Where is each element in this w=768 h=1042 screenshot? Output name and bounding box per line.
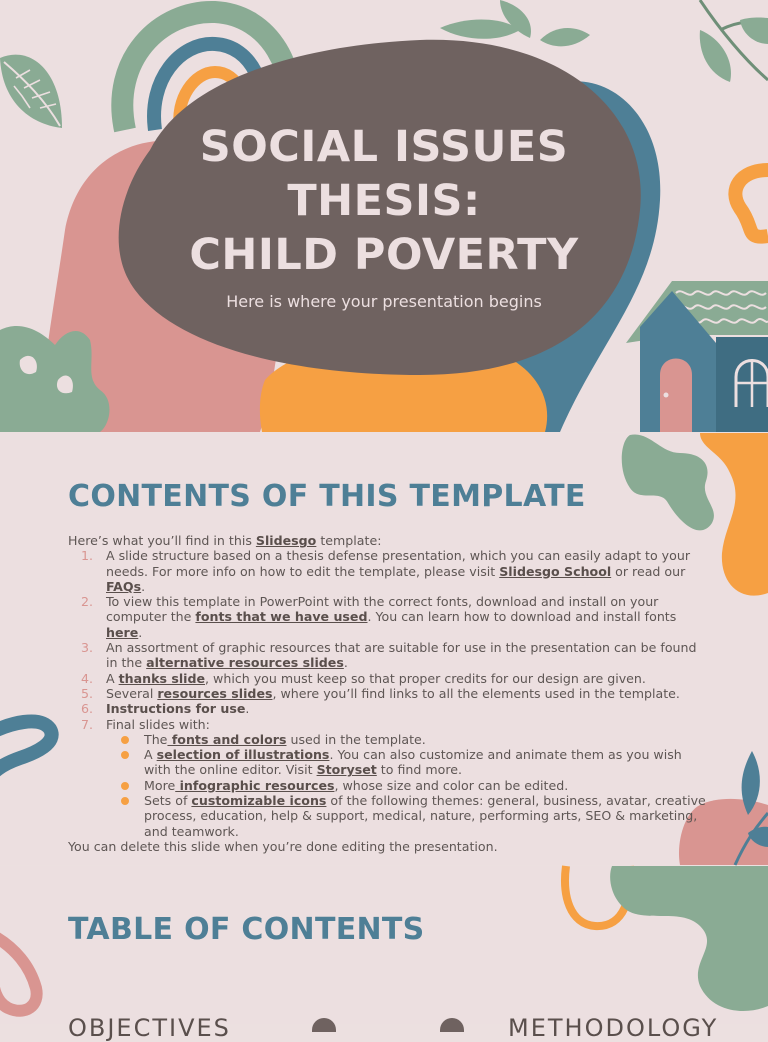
house-icon (620, 275, 768, 432)
slidesgo-link[interactable]: Slidesgo (255, 533, 317, 548)
presentation-subtitle: Here is where your presentation begins (226, 292, 542, 311)
sub-list-item: The fonts and colors used in the template. (68, 732, 708, 747)
leaf-icon (0, 55, 62, 128)
title-line: SOCIAL ISSUES (199, 122, 569, 172)
fonts-colors-link[interactable]: fonts and colors (167, 731, 287, 747)
sub-list-item: More infographic resources, whose size and color can be edited. (68, 778, 708, 793)
sub-list-item: Sets of customizable icons of the following themes: general, business, avatar, creative process, education, help & support, medical, nature, performing arts, SEO & marketing, and teamwork. (68, 793, 708, 839)
fonts-used-link[interactable]: fonts that we have used (195, 609, 368, 625)
bullet-icon (121, 797, 129, 805)
illustrations-link[interactable]: selection of illustrations (156, 747, 330, 763)
sub-list-item: A selection of illustrations. You can also customize and animate them as you wish with the online editor. Visit Storyset to find more. (68, 747, 708, 778)
customizable-icons-link[interactable]: customizable icons (191, 793, 327, 809)
intro-text: Here’s what you’ll find in this Slidesgo template: (68, 533, 382, 548)
list-item: 6. Instructions for use. (81, 701, 250, 717)
bullet-icon (121, 736, 129, 744)
list-item: 7. Final slides with: The fonts and colors used in the template. A selection of illustrations. You can also customize and animate them as you wish with the online editor. Visit Storyset to find more. More infographic resources, whose size and color can be edited. Sets of customizable icons of the following themes: general, business, avatar, creative process, education, help & support, medical, nature, performing arts, SEO & marketing, and teamwork. (68, 717, 708, 839)
list-item: 5. Several resources slides, where you’ll find links to all the elements used in the template. (81, 685, 680, 701)
toc-item-objectives: OBJECTIVES (68, 1014, 231, 1042)
install-fonts-link[interactable]: here (106, 624, 139, 640)
infographic-resources-link[interactable]: infographic resources (175, 777, 335, 793)
final-slides-list (68, 732, 708, 839)
resources-slides-link[interactable]: resources slides (157, 685, 273, 701)
list-item: 2. To view this template in PowerPoint with the correct fonts, download and install on your computer the fonts that we have used. You can learn how to download and install fonts here. (81, 594, 677, 640)
list-item: 4. A thanks slide, which you must keep so that proper credits for our design are given. (81, 670, 646, 686)
thanks-slide-link[interactable]: thanks slide (118, 670, 206, 686)
contents-list (68, 548, 708, 839)
title-line: CHILD POVERTY (189, 230, 579, 280)
instructions-label: Instructions for use (106, 701, 246, 717)
title-slide (0, 0, 768, 432)
bullet-icon (121, 751, 129, 759)
bullet-icon (121, 782, 129, 790)
faqs-link[interactable]: FAQs (106, 578, 142, 594)
title-line: THESIS: (287, 176, 481, 226)
presentation-title (150, 120, 618, 282)
table-of-contents-slide (0, 866, 768, 1042)
contents-heading: CONTENTS OF THIS TEMPLATE (68, 479, 586, 514)
alternative-resources-link[interactable]: alternative resources slides (146, 655, 344, 671)
list-item: 3. An assortment of graphic resources that are suitable for use in the presentation can be found in the alternative resources slides. (81, 640, 697, 671)
slidesgo-school-link[interactable]: Slidesgo School (499, 563, 612, 579)
list-item: 1. A slide structure based on a thesis defense presentation, which you can easily adapt to your needs. For more info on how to edit the template, please visit Slidesgo School or read our FAQs. (81, 548, 691, 594)
contents-body (68, 533, 708, 854)
outro-text: You can delete this slide when you’re done editing the presentation. (68, 838, 498, 854)
toc-item-methodology: METHODOLOGY (508, 1014, 719, 1042)
storyset-link[interactable]: Storyset (316, 762, 377, 778)
toc-heading: TABLE OF CONTENTS (68, 912, 425, 947)
contents-slide (0, 433, 768, 865)
